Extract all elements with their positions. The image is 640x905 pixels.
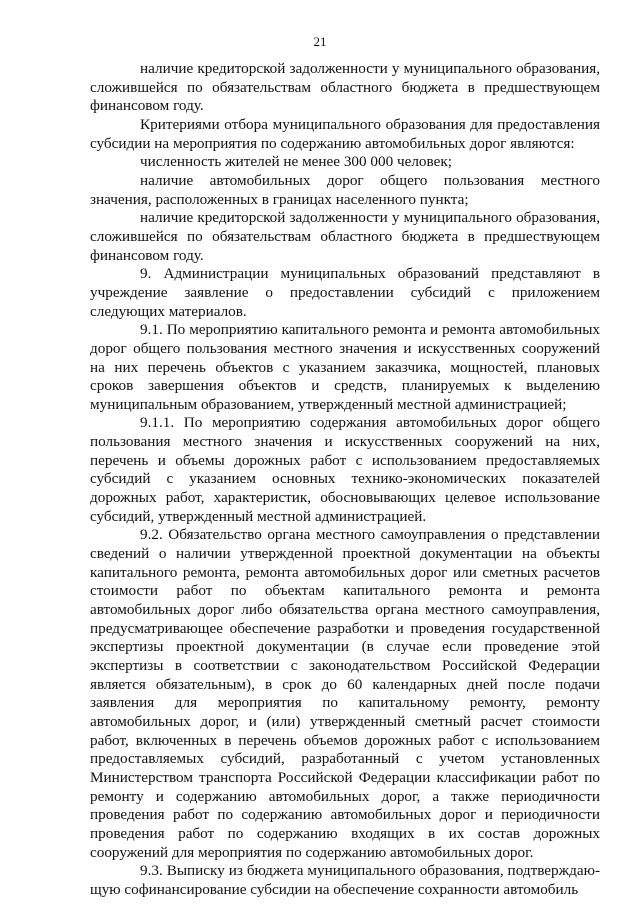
paragraph-creditor-debt-2: наличие кредиторской задолженности у муниципального образования, сложившейся по обязательствам областного бюджета в предшествующем финансовом году. bbox=[90, 209, 600, 264]
paragraph-roads-in-settlement: наличие автомобильных дорог общего пользования местного значения, расположенных в границах населенного пункта; bbox=[90, 171, 600, 208]
paragraph-creditor-debt-1: наличие кредиторской задолженности у муниципального образования, сложившейся по обязательствам областного бюджета в предшествующем финансовом году. bbox=[90, 60, 600, 115]
paragraph-section-9-3: 9.3. Выписку из бюджета муниципального образования, подтверждающую софинансирование субсидии на обеспечение сохранности автомобиль bbox=[90, 862, 600, 898]
paragraph-section-9-2: 9.2. Обязательство органа местного самоуправления о представлении сведений о наличии утвержденной проектной документации на объекты капитального ремонта, ремонта автомобильных дорог или сметных расчетов стоимости работ по объектам капитального ремонта и ремонта автомобильных дорог либо обязательства органа местного самоуправления, предусматривающее обеспечение разработки и проведения государственной экспертизы проектной документации (в случае если проведение этой экспертизы в соответствии с законодательством Российской Федерации является обязательным), в срок до 60 календарных дней после подачи заявления для мероприятия по капитальному ремонту, ремонту автомобильных дорог, и (или) утвержденный сметный расчет стоимости работ, включенных в перечень объемов дорожных работ с использованием предоставляемых субсидий, разработанный с учетом установленных Министерством транспорта Российской Федерации классификации работ по ремонту и содержанию автомобильных дорог, а также периодичности проведения работ по содержанию автомобильных дорог и периодичности проведения работ по содержанию входящих в их состав дорожных сооружений для мероприятия по содержанию автомобильных дорог. bbox=[90, 526, 600, 861]
paragraph-section-9: 9. Администрации муниципальных образований представляют в учреждение заявление о предоставлении субсидий с приложением следующих материалов. bbox=[90, 265, 600, 320]
paragraph-population: численность жителей не менее 300 000 человек; bbox=[140, 153, 452, 171]
paragraph-section-9-1-1: 9.1.1. По мероприятию содержания автомобильных дорог общего пользования местного значения и искусственных сооружений на них, перечень и объемы дорожных работ с использованием предоставляемых субсидий с указанием основных технико-экономических показателей дорожных работ, характеристик, обосновывающих целевое использование субсидий, утвержденный местной администрацией. bbox=[90, 414, 600, 525]
document-body bbox=[90, 60, 600, 900]
paragraph-section-9-1: 9.1. По мероприятию капитального ремонта и ремонта автомобильных дорог общего пользования местного значения и искусственных сооружений на них перечень объектов с указанием заказчика, мощностей, плановых сроков завершения объектов и средств, планируемых к выделению муниципальным образованием, утвержденный местной администрацией; bbox=[90, 321, 600, 413]
paragraph-selection-criteria: Критериями отбора муниципального образования для предоставления субсидии на мероприятия по содержанию автомобильных дорог являются: bbox=[90, 115, 600, 152]
page-number: 21 bbox=[313, 34, 327, 49]
